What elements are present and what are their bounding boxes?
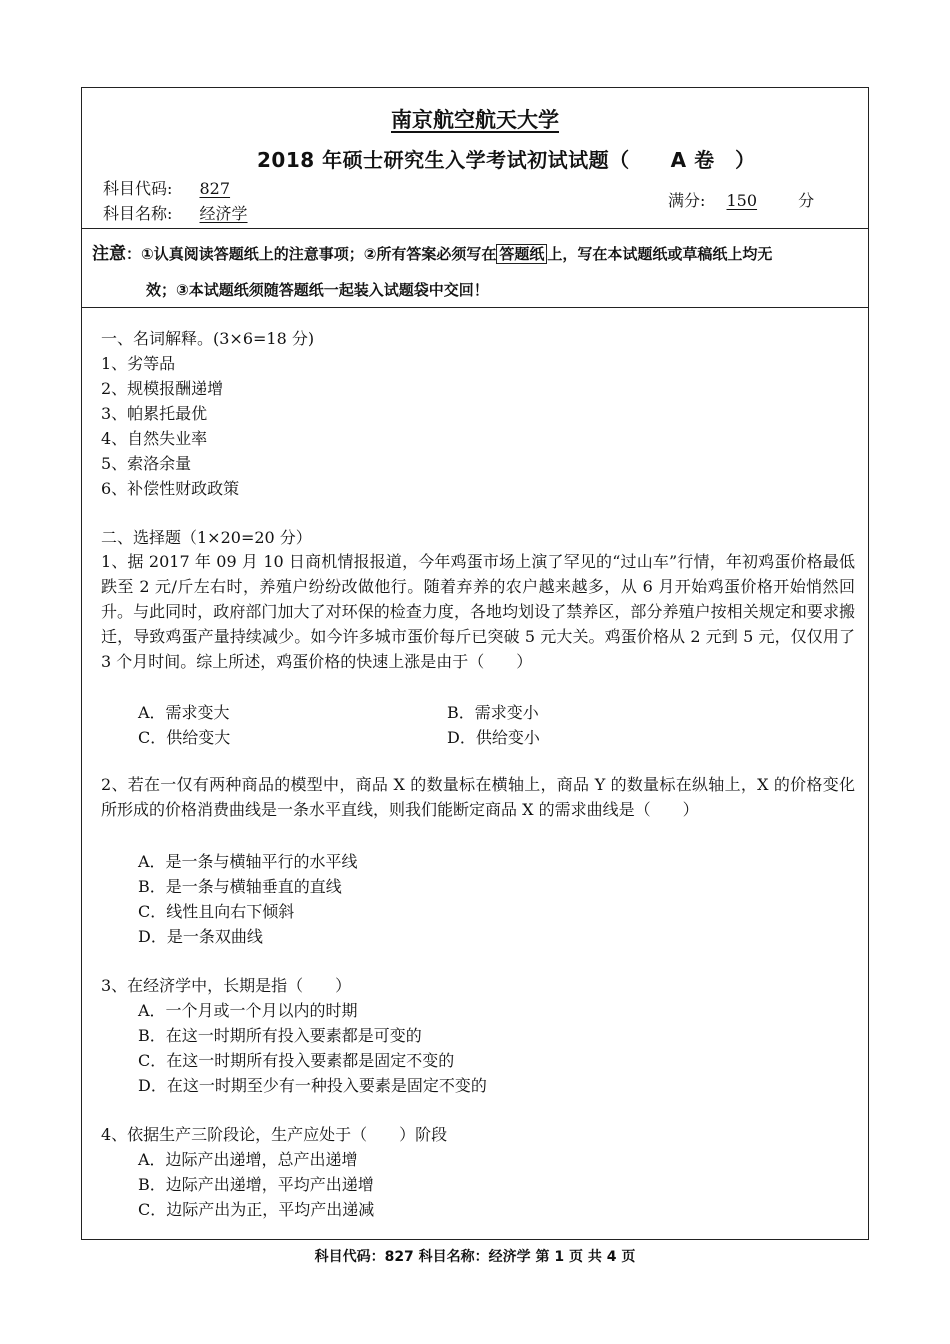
notice-line-2: 效；③本试题纸须随答题纸一起装入试题袋中交回！ (146, 281, 489, 299)
full-score-value: 150 (726, 191, 758, 210)
term-item: 5、索洛余量 (101, 454, 192, 473)
question-1-text: 1、据 2017 年 09 月 10 日商机情报报道，今年鸡蛋市场上演了罕见的“过山车”行情，年初鸡蛋价格最低跌至 2 元/斤左右时，养殖户纷纷改做他行。随着弃养的农户越来越多，从 6 月开始鸡蛋价格开始悄然回升。与此同时，政府部门加大了对环保的检查力度，各地均划设了禁养区，部分养殖户按相关规定和要求搬迁，导致鸡蛋产量持续减少。如今许多城市蛋价每斤已突破 5 元大关。鸡蛋价格从 2 元到 5 元，仅仅用了 3 个月时间。综上所述，鸡蛋价格的快速上涨是由于（ ） (101, 552, 855, 671)
q4-option-a: A．边际产出递增，总产出递增 (138, 1150, 358, 1169)
notice-divider (82, 307, 868, 308)
university-name: 南京航空航天大学 (391, 108, 559, 132)
subject-name-row (103, 201, 248, 224)
q2-option-c: C．线性且向右下倾斜 (138, 902, 295, 921)
term-item: 4、自然失业率 (101, 429, 208, 448)
subject-code-label: 科目代码: (103, 179, 173, 198)
notice-line-1 (92, 236, 862, 272)
q2-option-b: B．是一条与横轴垂直的直线 (138, 877, 342, 896)
subject-code-value: 827 (199, 179, 231, 198)
q2-option-d: D．是一条双曲线 (138, 927, 263, 946)
section1-title: 一、名词解释。(3×6=18 分) (101, 329, 315, 348)
term-item: 6、补偿性财政政策 (101, 479, 240, 498)
q3-option-c: C．在这一时期所有投入要素都是固定不变的 (138, 1051, 455, 1070)
notice-label: 注意 (92, 244, 126, 264)
notice-text-after: 上，写在本试题纸或草稿纸上均无 (547, 245, 773, 263)
q3-option-a: A．一个月或一个月以内的时期 (138, 1001, 358, 1020)
q3-option-b: B．在这一时期所有投入要素都是可变的 (138, 1026, 422, 1045)
exam-title: 2018 年硕士研究生入学考试初试试题（ A 卷 ） (257, 148, 756, 172)
notice-boxed-word: 答题纸 (496, 244, 547, 264)
q1-option-d: D．供给变小 (447, 728, 540, 747)
q3-option-d: D．在这一时期至少有一种投入要素是固定不变的 (138, 1076, 487, 1095)
question-3-text: 3、在经济学中，长期是指（ ） (101, 976, 352, 995)
notice-block (92, 236, 862, 308)
full-score-row (668, 188, 814, 211)
q1-option-a: A．需求变大 (138, 703, 230, 722)
question-4-text: 4、依据生产三阶段论，生产应处于（ ）阶段 (101, 1125, 448, 1144)
full-score-unit: 分 (798, 191, 815, 210)
term-item: 2、规模报酬递增 (101, 379, 224, 398)
q1-option-b: B．需求变小 (447, 703, 539, 722)
q2-option-a: A．是一条与横轴平行的水平线 (138, 852, 358, 871)
subject-name-value: 经济学 (199, 204, 248, 223)
term-item: 3、帕累托最优 (101, 404, 208, 423)
subject-code-row (103, 176, 230, 199)
section2-title: 二、选择题（1×20=20 分） (101, 528, 312, 547)
question-2-text: 2、若在一仅有两种商品的模型中，商品 X 的数量标在横轴上，商品 Y 的数量标在纵轴上，X 的价格变化所形成的价格消费曲线是一条水平直线，则我们能断定商品 X 的需求曲线是（ ） (101, 775, 855, 819)
q4-option-b: B．边际产出递增，平均产出递增 (138, 1175, 374, 1194)
notice-text-before: ：①认真阅读答题纸上的注意事项；②所有答案必须写在 (126, 245, 497, 263)
subject-name-label: 科目名称: (103, 204, 173, 223)
q1-option-c: C．供给变大 (138, 728, 231, 747)
q4-option-c: C．边际产出为正，平均产出递减 (138, 1200, 375, 1219)
page-footer: 科目代码：827 科目名称：经济学 第 1 页 共 4 页 (314, 1249, 636, 1265)
header-divider (82, 228, 868, 229)
term-item: 1、劣等品 (101, 354, 176, 373)
full-score-label: 满分: (668, 191, 706, 210)
